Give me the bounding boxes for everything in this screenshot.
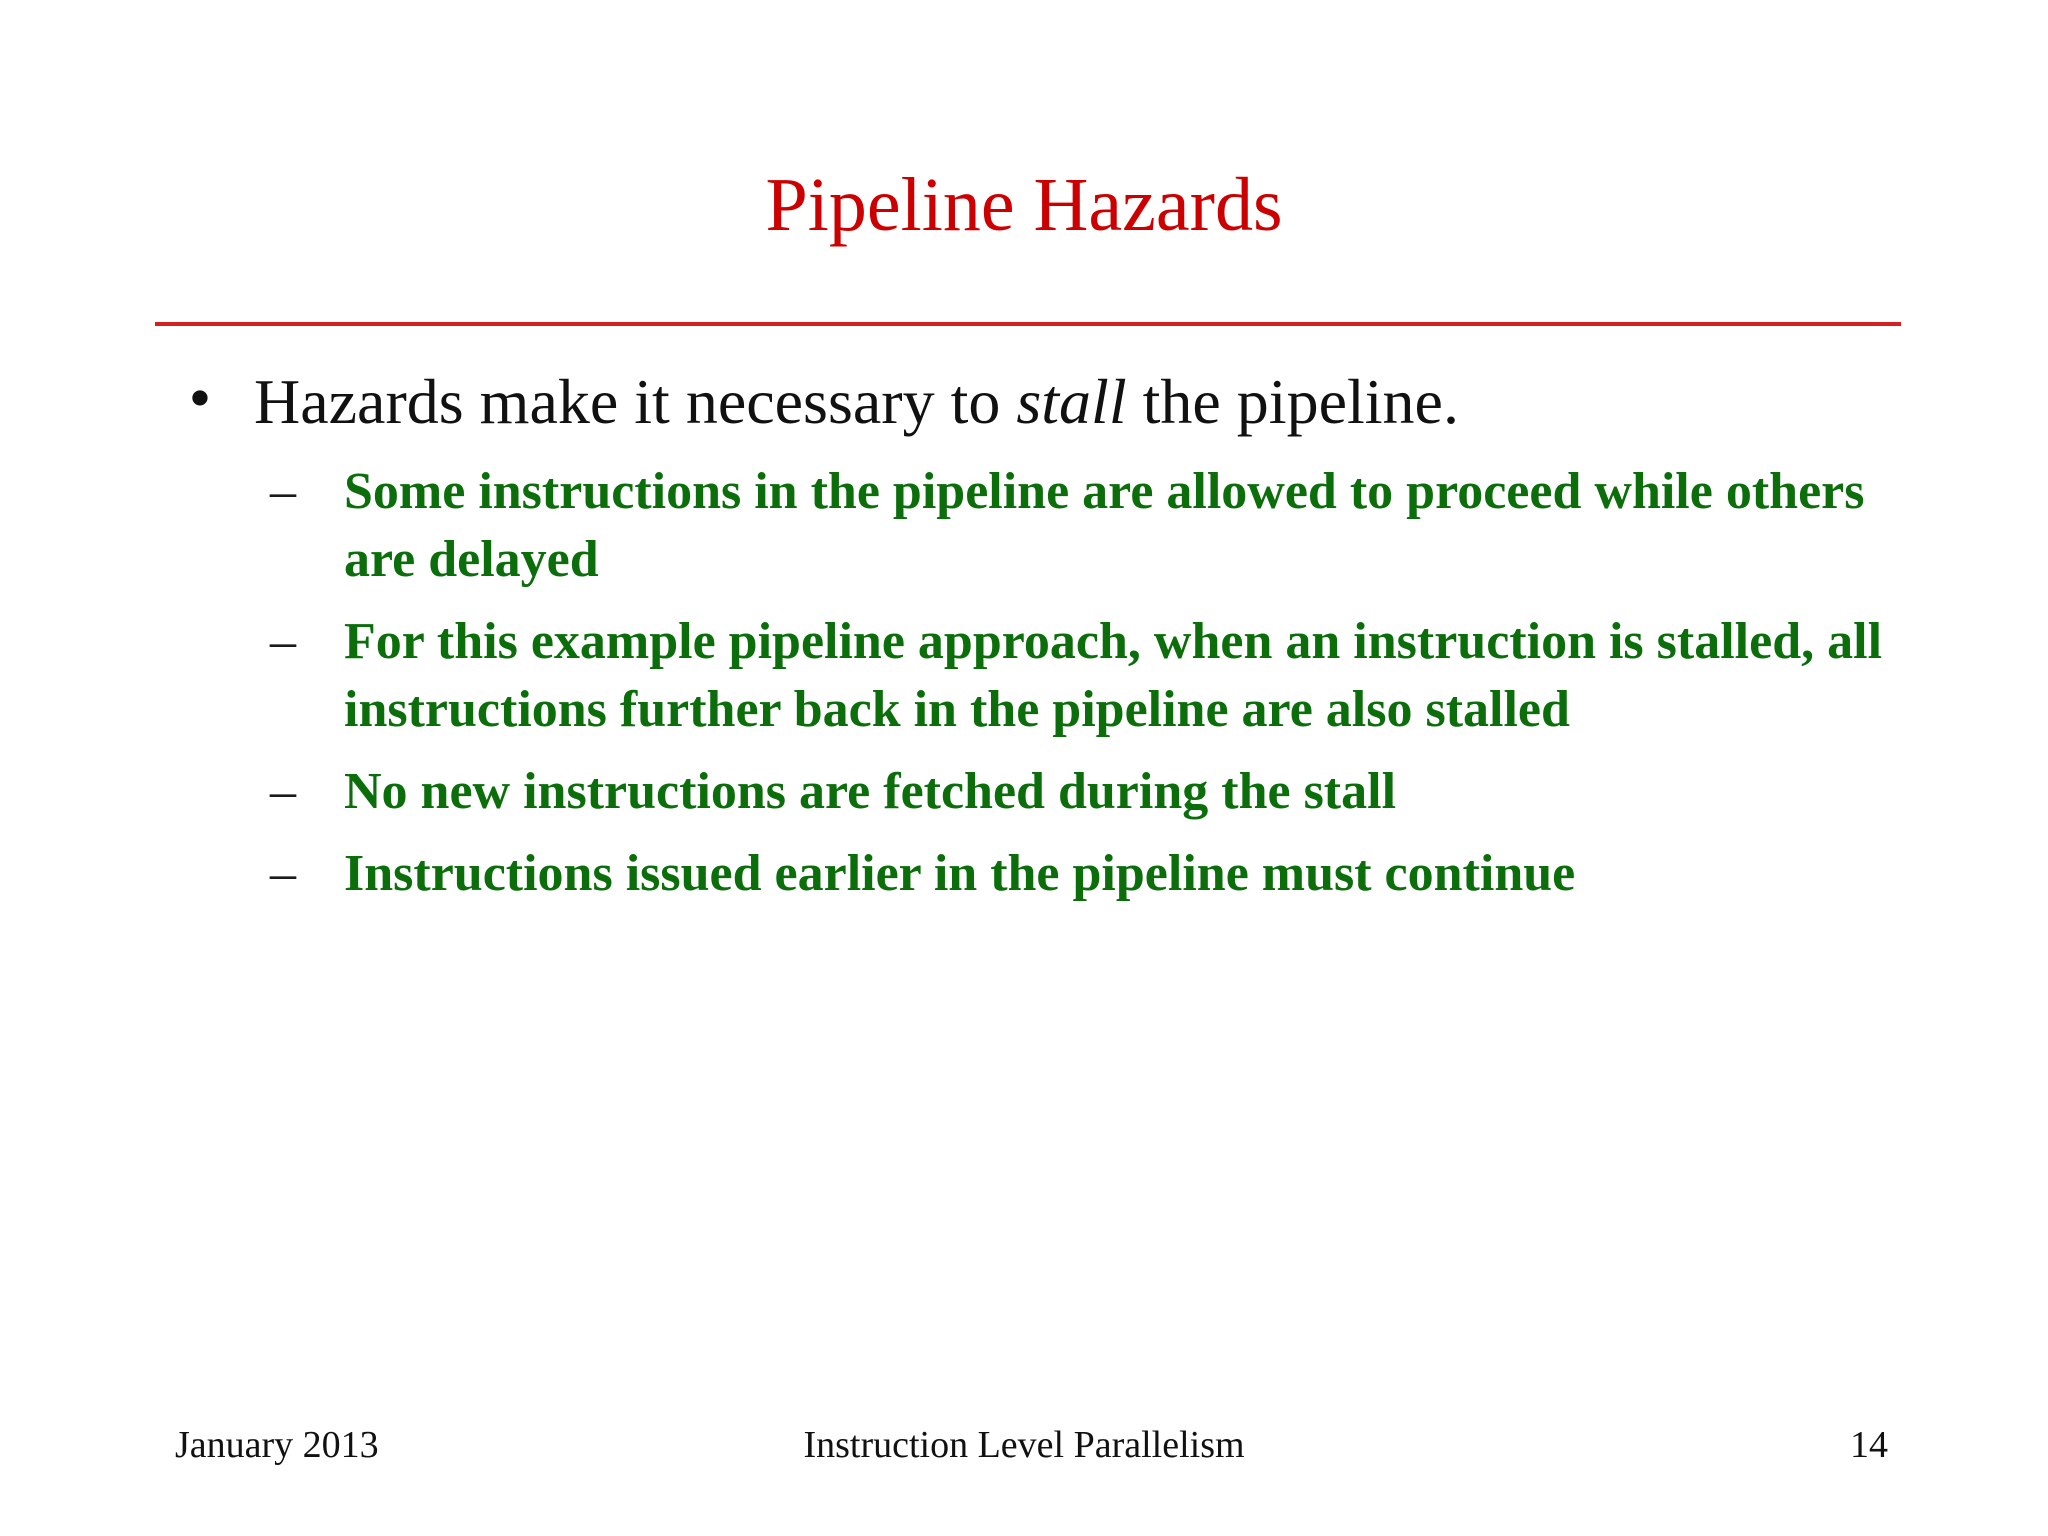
main-bullet-prefix: Hazards make it necessary to xyxy=(254,366,1017,437)
sub-bullet xyxy=(270,758,1890,826)
dash-icon: – xyxy=(270,463,296,520)
footer-page-number: 14 xyxy=(1850,1424,1888,1466)
main-bullet-text xyxy=(254,364,1459,440)
dash-icon: – xyxy=(270,845,296,902)
sub-bullet-list xyxy=(270,458,1890,922)
sub-bullet xyxy=(270,608,1890,744)
sub-bullet-text: For this example pipeline approach, when an instruction is stalled, all instructions further back in the pipeline are also stalled xyxy=(344,613,1883,738)
main-bullet-suffix: the pipeline. xyxy=(1126,366,1459,437)
dash-icon: – xyxy=(270,763,296,820)
bullet-dot-icon: • xyxy=(188,362,212,433)
sub-bullet-text: Some instructions in the pipeline are allowed to proceed while others are delayed xyxy=(344,463,1865,588)
main-bullet-emphasis: stall xyxy=(1016,366,1127,437)
dash-icon: – xyxy=(270,613,296,670)
slide-title: Pipeline Hazards xyxy=(765,163,1283,247)
sub-bullet xyxy=(270,458,1890,594)
sub-bullet-text: Instructions issued earlier in the pipeline must continue xyxy=(344,845,1576,902)
footer-course-title: Instruction Level Parallelism xyxy=(803,1424,1245,1466)
footer-date: January 2013 xyxy=(175,1424,379,1466)
title-divider xyxy=(155,322,1901,326)
sub-bullet xyxy=(270,840,1890,908)
sub-bullet-text: No new instructions are fetched during the stall xyxy=(344,763,1397,820)
